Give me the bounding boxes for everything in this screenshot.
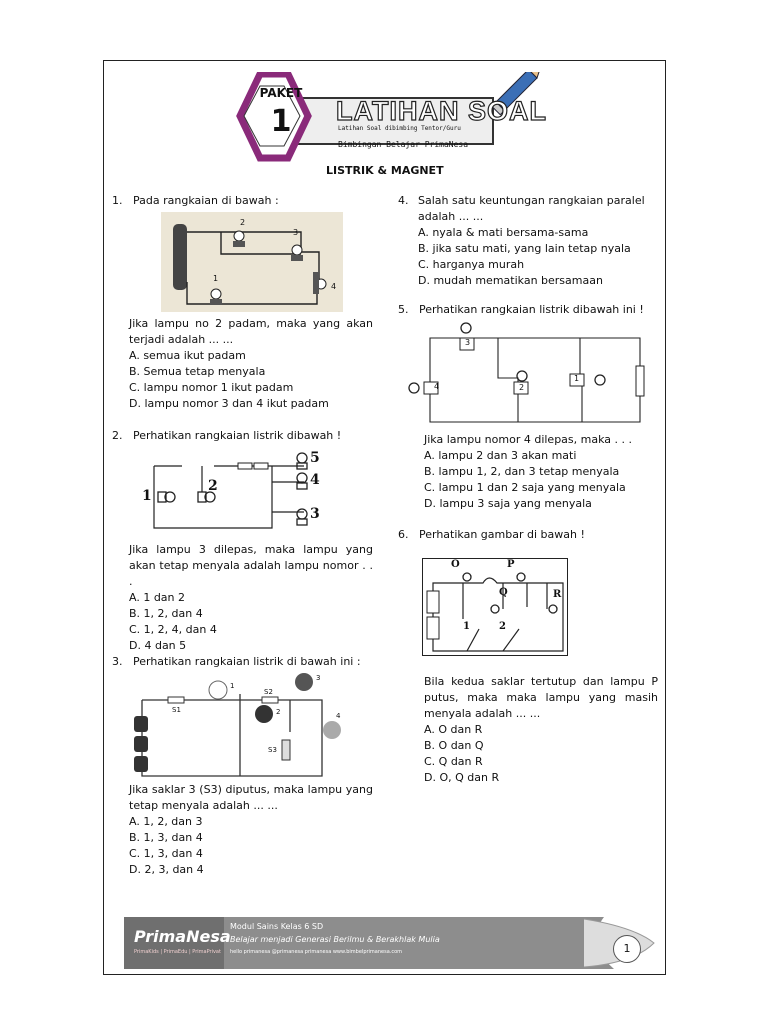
option-c[interactable]: C. lampu nomor 1 ikut padam [129,381,294,394]
circuit-label: 1 [142,488,152,504]
option-c[interactable]: C. 1, 2, 4, dan 4 [129,623,217,636]
circuit-label: 2 [208,478,218,494]
option-b[interactable]: B. Semua tetap menyala [129,365,266,378]
circuit-label: 1 [230,682,235,690]
paket-label: PAKET [259,86,303,100]
option-b[interactable]: B. 1, 2, dan 4 [129,607,203,620]
banner-subtitle: Latihan Soal dibimbing Tentor/Guru [338,125,461,132]
option-a[interactable]: A. lampu 2 dan 3 akan mati [424,449,577,462]
footer-brand: PrimaNesa [134,927,231,946]
header-banner [228,72,548,162]
question-body: Bila kedua saklar tertutup dan lampu P putus, maka maka lampu yang masih menyala adalah ... ... [424,675,658,720]
option-d[interactable]: D. 4 dan 5 [129,639,187,652]
circuit-label: S3 [268,746,277,754]
question-body: Jika lampu nomor 4 dilepas, maka . . . [424,433,633,446]
section-title: LISTRIK & MAGNET [326,164,444,177]
paket-number: 1 [270,104,292,139]
circuit-label: S2 [264,688,273,696]
option-c[interactable]: C. Q dan R [424,755,483,768]
q6-circuit-image [422,558,568,656]
circuit-label: 4 [331,282,337,291]
q6-body [424,674,658,786]
q5-body [424,432,660,512]
question-2 [112,428,374,444]
footer-module: Modul Sains Kelas 6 SD [230,922,324,931]
option-a[interactable]: A. semua ikut padam [129,349,246,362]
option-a[interactable]: A. 1 dan 2 [129,591,186,604]
option-b[interactable]: B. jika satu mati, yang lain tetap nyala [418,242,631,255]
question-number: 6. [398,528,409,541]
option-b[interactable]: B. lampu 1, 2, dan 3 tetap menyala [424,465,620,478]
circuit-label: 1 [574,374,580,383]
page-number: 1 [613,935,641,963]
footer-brand-tagline: PrimaKids | PrimaEdu | PrimaPrivat [134,949,221,955]
circuit-label: 3 [316,674,321,682]
circuit-label: 2 [276,708,281,716]
question-prompt: Perhatikan gambar di bawah ! [419,528,585,541]
question-body: Jika lampu 3 dilepas, maka lampu yang akan tetap menyala adalah lampu nomor . . . [129,543,373,588]
circuit-label: 3 [310,506,320,522]
question-number: 5. [398,303,409,316]
circuit-label: Q [499,587,508,598]
question-number: 1. [112,194,123,207]
option-d[interactable]: D. O, Q dan R [424,771,500,784]
footer-contacts: hello primanesa @primanesa primanesa www.bimbelprimanesa.com [230,949,403,955]
question-4 [398,193,658,289]
option-d[interactable]: D. lampu nomor 3 dan 4 ikut padam [129,397,329,410]
question-5 [398,302,658,318]
question-1 [112,193,374,209]
question-prompt: Pada rangkaian di bawah : [133,194,279,207]
q2-body [129,542,373,654]
circuit-label: P [507,559,515,570]
circuit-label: 5 [310,450,320,466]
q2-circuit-image [142,448,332,534]
q3-body [129,782,373,878]
option-d[interactable]: D. lampu 3 saja yang menyala [424,497,592,510]
circuit-label: 4 [310,472,320,488]
circuit-label: 4 [336,712,341,720]
footer-banner [114,913,658,971]
q5-circuit-image [404,318,650,428]
question-6 [398,527,658,543]
option-b[interactable]: B. 1, 3, dan 4 [129,831,203,844]
option-c[interactable]: C. harganya murah [418,258,525,271]
question-number: 3. [112,655,123,668]
circuit-label: S1 [172,706,181,714]
question-body: Jika lampu no 2 padam, maka yang akan terjadi adalah ... ... [129,317,373,346]
circuit-label: 2 [499,621,506,632]
circuit-label: 1 [213,274,219,283]
circuit-label: 2 [519,383,525,392]
circuit-label: 3 [465,338,471,347]
question-number: 2. [112,429,123,442]
option-a[interactable]: A. 1, 2, dan 3 [129,815,203,828]
q1-body [129,316,373,412]
circuit-label: 1 [463,621,470,632]
circuit-label: O [451,559,460,570]
circuit-label: R [553,589,562,600]
option-c[interactable]: C. lampu 1 dan 2 saja yang menyala [424,481,626,494]
option-a[interactable]: A. O dan R [424,723,483,736]
option-d[interactable]: D. 2, 3, dan 4 [129,863,204,876]
question-prompt: Perhatikan rangkaian listrik dibawah ! [133,429,342,442]
question-prompt: Perhatikan rangkaian listrik dibawah ini ! [419,303,644,316]
circuit-label: 3 [293,228,299,237]
q3-circuit-image [130,672,352,782]
circuit-label: 4 [434,382,440,391]
question-prompt: Salah satu keuntungan rangkaian paralel adalah ... ... [418,194,645,223]
banner-org: Bimbingan Belajar PrimaNesa [338,140,469,149]
banner-title: LATIHAN SOAL [336,96,547,126]
question-prompt: Perhatikan rangkaian listrik di bawah ini : [133,655,361,668]
circuit-label: 2 [240,218,246,227]
question-body: Jika saklar 3 (S3) diputus, maka lampu yang tetap menyala adalah ... ... [129,783,373,812]
option-a[interactable]: A. nyala & mati bersama-sama [418,226,589,239]
question-3 [112,654,374,670]
option-d[interactable]: D. mudah mematikan bersamaan [418,274,603,287]
q1-circuit-image [161,212,343,312]
option-c[interactable]: C. 1, 3, dan 4 [129,847,203,860]
question-number: 4. [398,194,409,207]
option-b[interactable]: B. O dan Q [424,739,484,752]
footer-motto: Belajar menjadi Generasi Berilmu & Berakhlak Mulia [230,935,440,944]
